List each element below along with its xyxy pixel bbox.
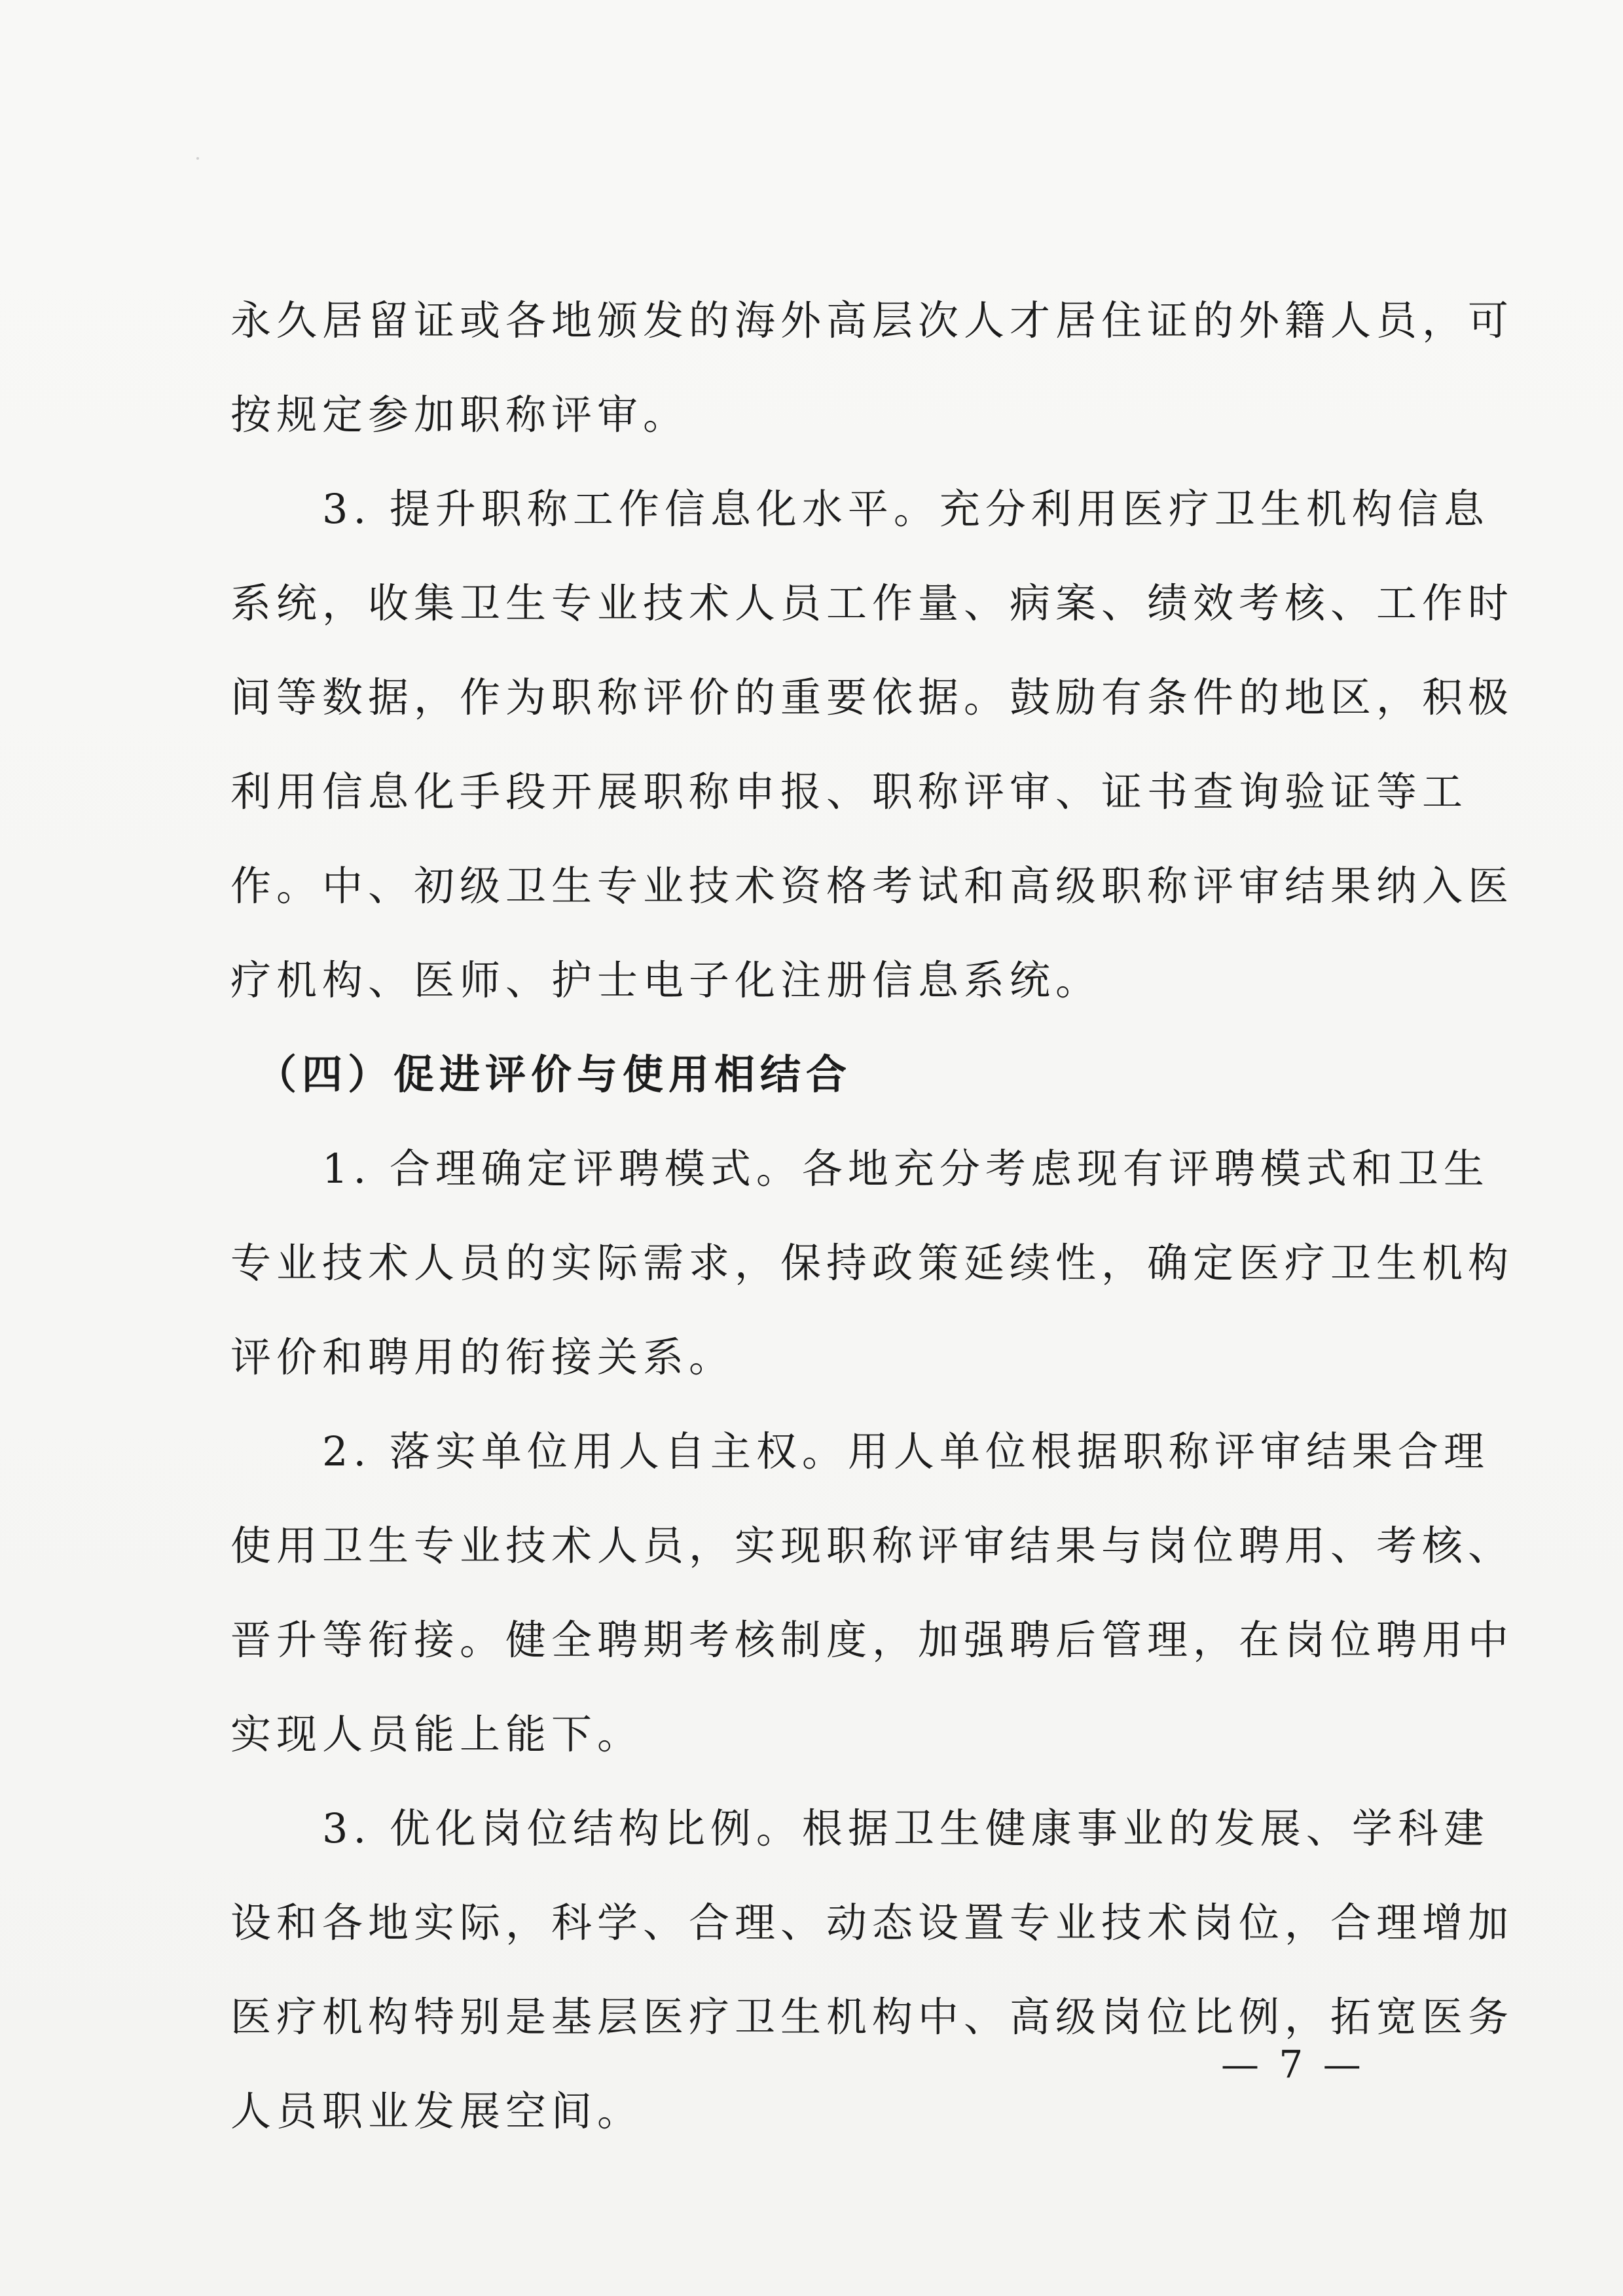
paragraph-1 [230,274,1514,462]
text-line: 2. 落实单位用人自主权。用人单位根据职称评审结果合理 [230,1427,1489,1475]
scan-speck [196,157,199,160]
text-line: 1. 合理确定评聘模式。各地充分考虑现有评聘模式和卫生 [230,1145,1489,1193]
heading-line: （四）促进评价与使用相结合 [230,1050,852,1098]
paragraph-4 [230,1405,1514,1782]
text-line: 晋升等衔接。健全聘期考核制度，加强聘后管理，在岗位聘用中 [230,1616,1514,1664]
section-heading [230,1028,1402,1122]
paragraph-5 [230,1782,1514,2159]
text-line: 专业技术人员的实际需求，保持政策延续性，确定医疗卫生机构 [230,1239,1514,1287]
text-line: 疗机构、医师、护士电子化注册信息系统。 [230,956,1102,1004]
text-line: 设和各地实际，科学、合理、动态设置专业技术岗位，合理增加 [230,1899,1514,1946]
text-line: 3. 提升职称工作信息化水平。充分利用医疗卫生机构信息 [230,485,1489,533]
paragraph-2 [230,462,1514,1028]
text-line: 作。中、初级卫生专业技术资格考试和高级职称评审结果纳入医 [230,862,1514,910]
document-body [230,274,1514,2159]
text-line: 利用信息化手段开展职称申报、职称评审、证书查询验证等工 [230,768,1468,816]
text-line: 永久居留证或各地颁发的海外高层次人才居住证的外籍人员，可 [230,296,1514,344]
text-line: 3. 优化岗位结构比例。根据卫生健康事业的发展、学科建 [230,1804,1489,1852]
text-line: 间等数据，作为职称评价的重要依据。鼓励有条件的地区，积极 [230,673,1514,721]
text-line: 医疗机构特别是基层医疗卫生机构中、高级岗位比例，拓宽医务 [230,1993,1514,2041]
text-line: 评价和聘用的衔接关系。 [230,1333,735,1381]
text-line: 实现人员能上能下。 [230,1710,644,1758]
page-number: — 7 — [1221,2042,1365,2087]
text-line: 系统，收集卫生专业技术人员工作量、病案、绩效考核、工作时 [230,579,1514,627]
text-line: 按规定参加职称评审。 [230,391,689,439]
text-line: 使用卫生专业技术人员，实现职称评审结果与岗位聘用、考核、 [230,1522,1514,1570]
text-line: 人员职业发展空间。 [230,2087,644,2135]
paragraph-3 [230,1122,1514,1405]
